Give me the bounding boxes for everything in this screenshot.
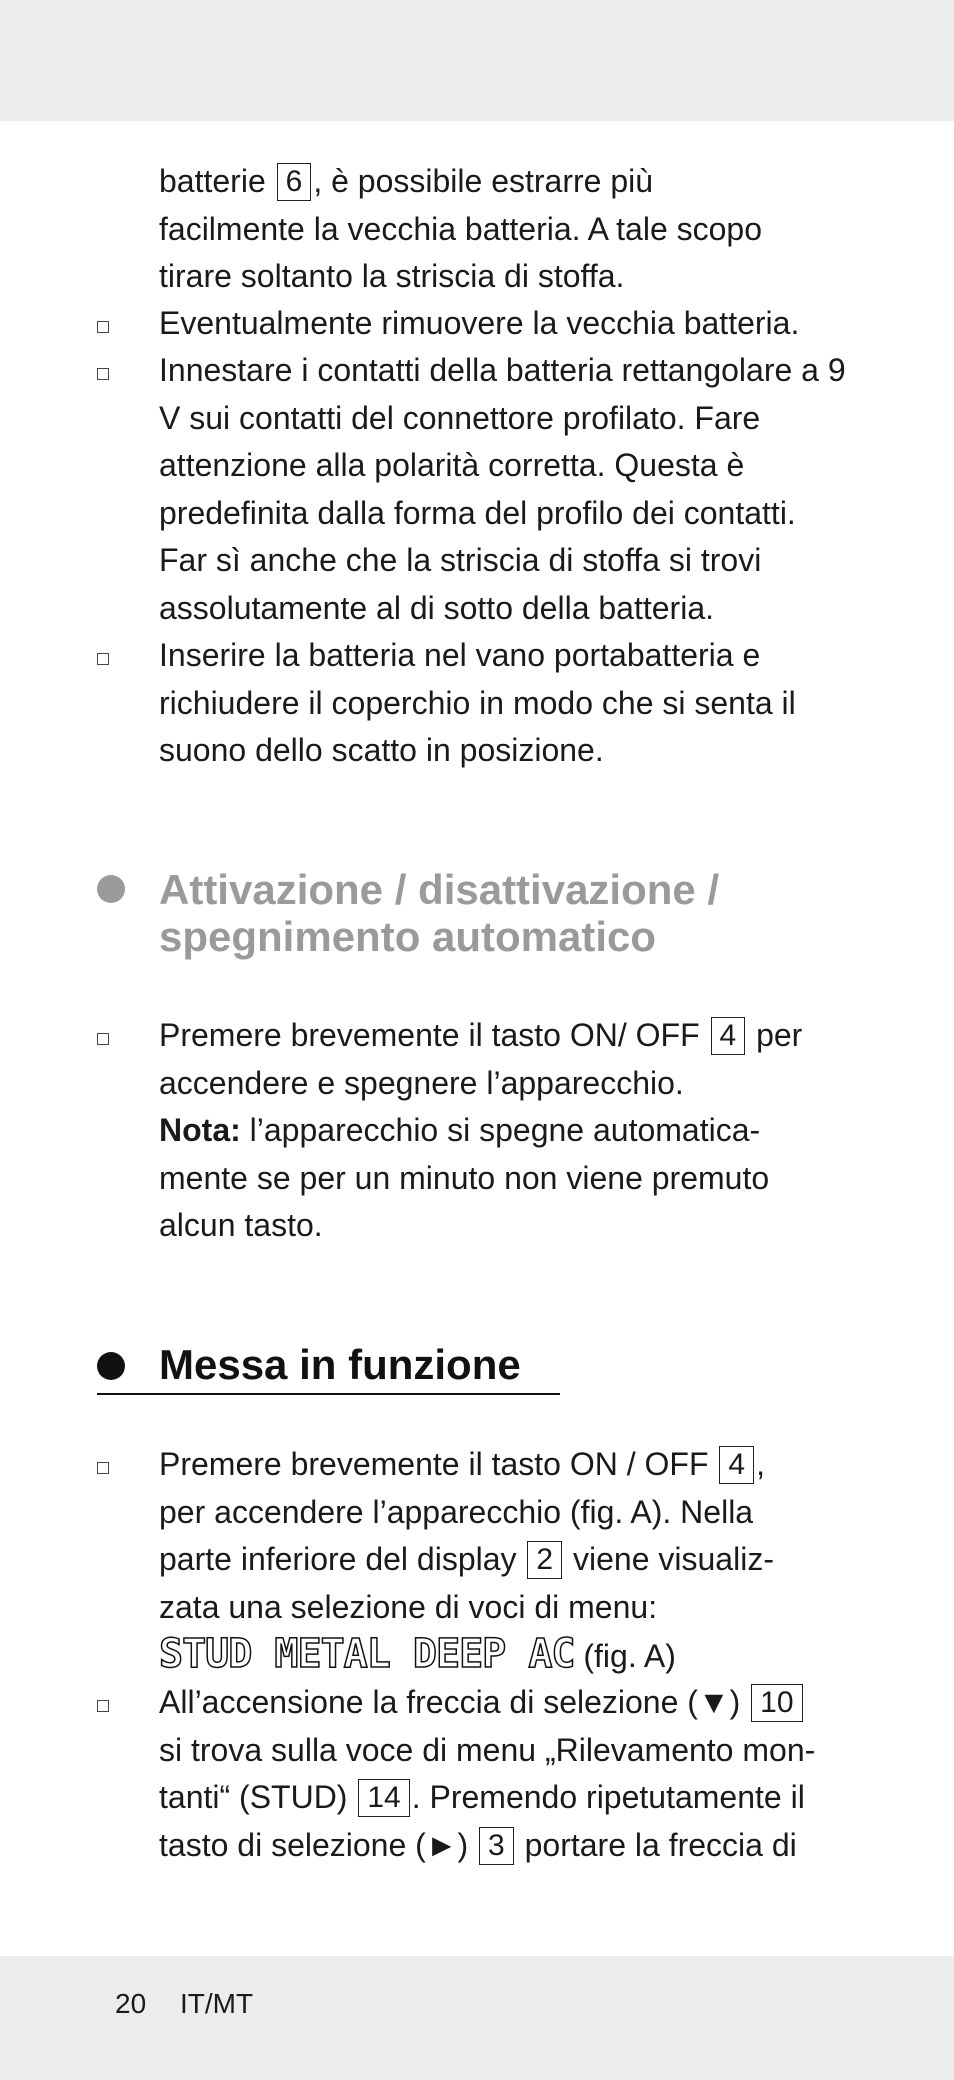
section-heading-activation: Attivazione / disattivazione / spegnimento automatico <box>159 866 720 960</box>
ref-box-6: 6 <box>277 163 312 201</box>
step-switch-on: Premere brevemente il tasto ON / OFF 4 , per accendere l’apparecchio (fig. A). Nella parte inferiore del display 2 viene visualiz- zata una selezione di voci di menu: STUD METAL DEEP AC (fig. A) <box>159 1446 774 1677</box>
page-number: 20 <box>115 1988 147 2019</box>
locale-label: IT/MT <box>180 1988 254 2019</box>
checkbox-bullet <box>97 368 109 380</box>
checkbox-bullet <box>97 1033 109 1045</box>
top-band <box>0 0 954 121</box>
checkbox-bullet <box>97 321 109 333</box>
step-connect-battery: Innestare i contatti della batteria rettangolare a 9 V sui contatti del connettore profilato. Fare attenzione alla polarità corretta. Questa è predefinita dalla forma del profilo dei contatti. Far sì anche che la striscia di stoffa si trovi assolutamente al di sotto della batteria. <box>159 352 846 626</box>
checkbox-bullet <box>97 1462 109 1474</box>
ref-box-10: 10 <box>751 1684 802 1722</box>
step-selection-arrow: All’accensione la freccia di selezione (▼) 10 si trova sulla voce di menu „Rilevamento mon- tanti“ (STUD) 14 . Premendo ripetutamente il tasto di selezione (►) 3 portare la freccia di <box>159 1684 816 1863</box>
checkbox-bullet <box>97 1700 109 1712</box>
section-dot-icon <box>97 875 125 903</box>
step-remove-battery: Eventualmente rimuovere la vecchia batteria. <box>159 305 800 341</box>
ref-box-14: 14 <box>358 1779 409 1817</box>
ref-box-4: 4 <box>711 1017 746 1055</box>
step-insert-battery: Inserire la batteria nel vano portabatteria e richiudere il coperchio in modo che si senta il suono dello scatto in posizione. <box>159 637 796 768</box>
ref-box-3: 3 <box>479 1827 514 1865</box>
note-label: Nota: <box>159 1112 241 1148</box>
heading-underline <box>97 1393 560 1395</box>
ref-box-4: 4 <box>719 1446 754 1484</box>
lcd-menu-display: STUD METAL DEEP AC <box>159 1631 575 1677</box>
ref-box-2: 2 <box>527 1541 562 1579</box>
checkbox-bullet <box>97 653 109 665</box>
section-dot-icon <box>97 1352 125 1380</box>
section-heading-operation: Messa in funzione <box>159 1341 521 1388</box>
step-power-toggle: Premere brevemente il tasto ON/ OFF 4 per accendere e spegnere l’apparecchio. Nota: l’apparecchio si spegne automatica- mente se per un minuto non viene premuto alcun tasto. <box>159 1017 803 1243</box>
intro-paragraph: batterie 6 , è possibile estrarre più facilmente la vecchia batteria. A tale scopo tirare soltanto la striscia di stoffa. <box>159 163 763 294</box>
